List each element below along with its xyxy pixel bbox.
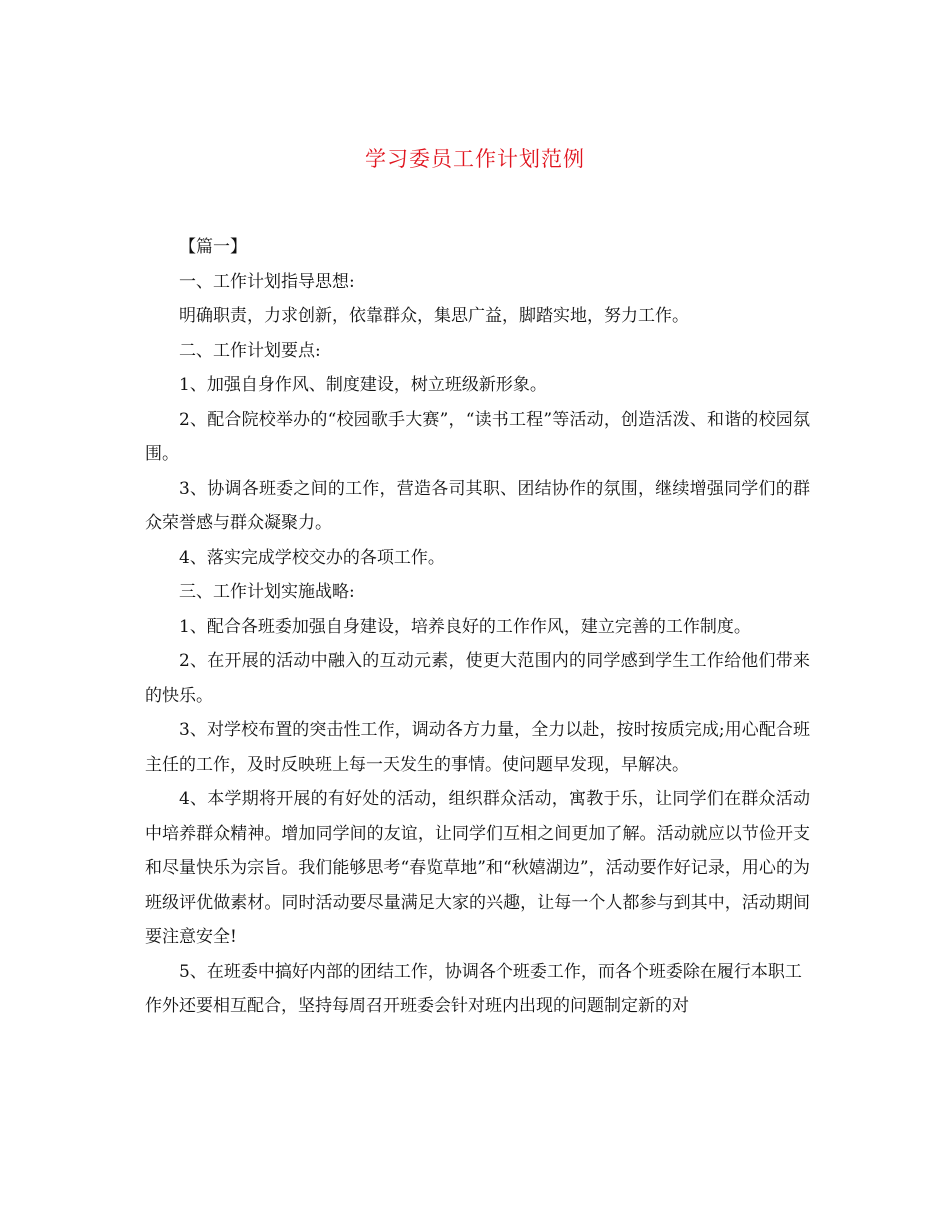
list-item: 1、加强自身作风、制度建设，树立班级新形象。 bbox=[179, 375, 547, 395]
list-item: 1、配合各班委加强自身建设，培养良好的工作作风，建立完善的工作制度。 bbox=[179, 616, 751, 637]
heading-key-points: 二、工作计划要点: bbox=[179, 340, 321, 361]
paragraph: 明确职责，力求创新，依靠群众，集思广益，脚踏实地，努力工作。 bbox=[179, 306, 689, 326]
list-item: 3、对学校布置的突击性工作，调动各方力量，全力以赴，按时按质完成;用心配合班主任的工作，及时反映班上每一天发生的事情。使问题早发现，早解决。 bbox=[145, 720, 810, 775]
heading-strategy: 三、工作计划实施战略: bbox=[179, 582, 355, 602]
list-item: 2、在开展的活动中融入的互动元素，使更大范围内的同学感到学生工作给他们带来的快乐。 bbox=[145, 651, 810, 706]
section-label: 【篇一】 bbox=[179, 237, 247, 257]
document-title: 学习委员工作计划范例 bbox=[365, 147, 585, 171]
list-item: 3、协调各班委之间的工作，营造各司其职、团结协作的氛围，继续增强同学们的群众荣誉感与群众凝聚力。 bbox=[145, 478, 810, 533]
list-item: 4、落实完成学校交办的各项工作。 bbox=[179, 547, 445, 568]
list-item: 4、本学期将开展的有好处的活动，组织群众活动，寓教于乐，让同学们在群众活动中培养群众精神。增加同学间的友谊，让同学们互相之间更加了解。活动就应以节俭开支和尽量快乐为宗旨。我们能够思考“春览草地”和“秋嬉湖边”，活动要作好记录，用心的为班级评优做素材。同时活动要尽量满足大家的兴趣，让每一个人都参与到其中，活动期间要注意安全! bbox=[145, 789, 810, 947]
document-body bbox=[145, 230, 810, 1024]
heading-guiding-thought: 一、工作计划指导思想: bbox=[179, 271, 355, 292]
list-item: 2、配合院校举办的“校园歌手大赛”，“读书工程”等活动，创造活泼、和谐的校园氛围。 bbox=[145, 409, 810, 464]
list-item: 5、在班委中搞好内部的团结工作，协调各个班委工作，而各个班委除在履行本职工作外还要相互配合，坚持每周召开班委会针对班内出现的问题制定新的对 bbox=[145, 961, 802, 1016]
